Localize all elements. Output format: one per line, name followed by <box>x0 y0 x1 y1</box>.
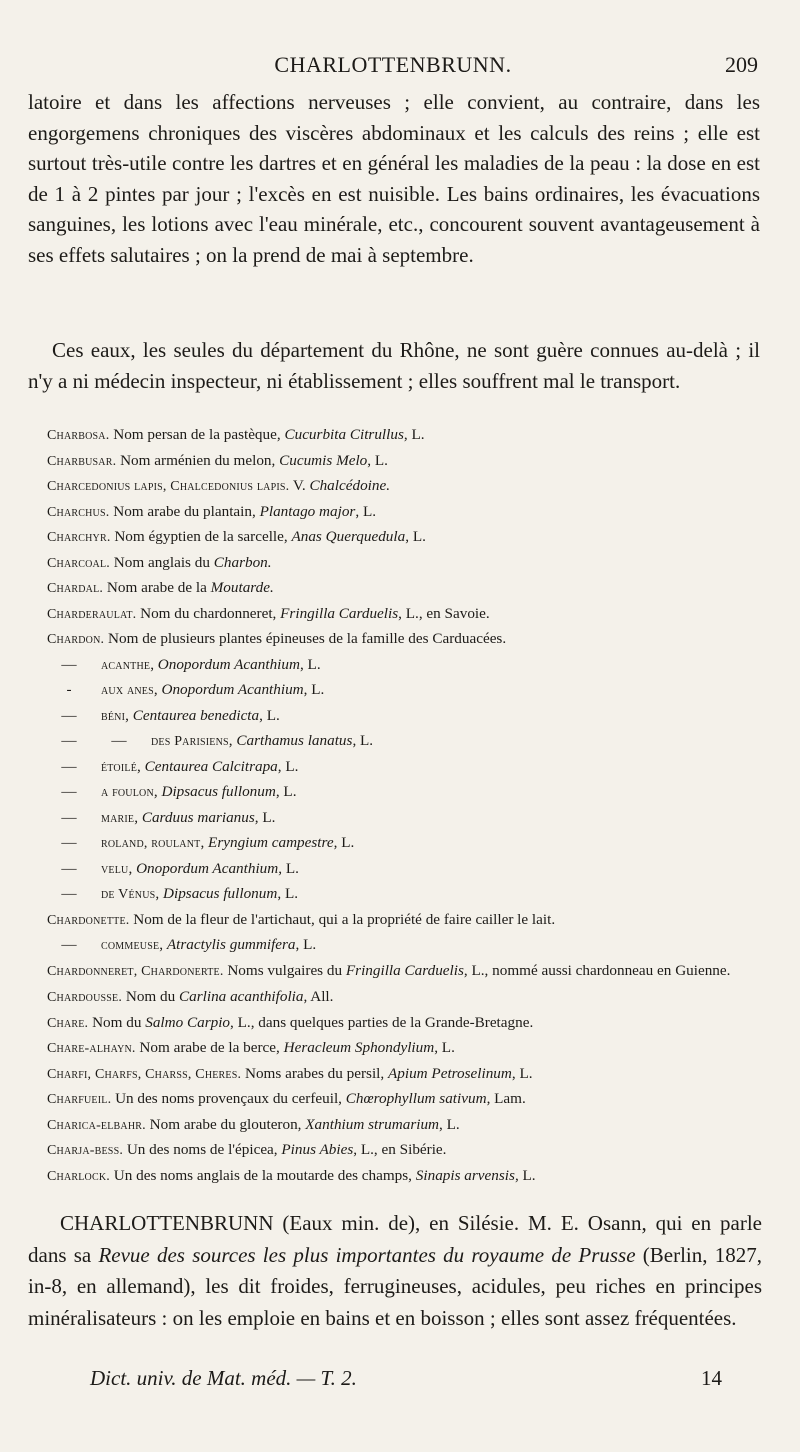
sub-entry-dash: - <box>66 681 72 698</box>
sub-entry-row <box>47 652 762 678</box>
entry-row <box>47 984 762 1010</box>
sub-entry-authority: , L. <box>278 859 299 877</box>
entry-latin-name: Fringilla Carduelis <box>345 961 464 979</box>
entry-charlottenbrunn-lead: CHARLOTTENBRUNN (Eaux min. de), en Silésie. M. E. Osann, qui en parle dans sa <box>28 1211 762 1267</box>
sub-entry-dash: — <box>61 706 77 724</box>
entry-text: Nom arabe du plantain, <box>109 502 260 520</box>
entry-text: Nom de plusieurs plantes épineuses de la famille des Carduacées. <box>104 630 507 647</box>
entry-headword: Charchus. <box>47 504 110 520</box>
entry-headword: Charderaulat. <box>47 606 137 622</box>
entry-authority: , L. <box>405 528 426 545</box>
sub-entry-dash: — <box>61 655 77 673</box>
entry-row <box>47 907 762 933</box>
entry-text: Nom arabe du glouteron, <box>145 1115 306 1133</box>
entry-row <box>47 473 762 499</box>
entry-text: Nom de la fleur de l'artichaut, qui a la propriété de faire cailler le lait. <box>129 910 556 928</box>
footer-title: Dict. univ. de Mat. méd. — T. 2. <box>90 1366 357 1390</box>
entry-headword: Charfi, Charfs, Charss, Cheres. <box>47 1066 242 1082</box>
sub-entry-latin-name: Dipsacus fullonum <box>163 885 278 902</box>
entry-row <box>47 499 762 525</box>
entry-text: Nom arménien du melon, <box>116 451 280 469</box>
sub-entry-text: , <box>200 834 209 851</box>
entry-headword: Charchyr. <box>47 530 111 545</box>
entry-latin-name: Pinus Abies <box>281 1141 354 1158</box>
sub-entry-authority: , L. <box>303 681 325 698</box>
entry-charlottenbrunn-rest: (Berlin, 1827, in-8, en allemand), les dit froides, ferrugineuses, acidules, peu riches en principes minéralisateurs : on les emploie en bains et en boisson ; elles sont assez fréquentées. <box>28 1242 762 1330</box>
entry-latin-name: Heracleum Sphondylium <box>283 1039 435 1056</box>
entry-latin-name: Moutarde. <box>210 579 274 596</box>
entry-text: Nom arabe de la <box>103 579 211 596</box>
entry-headword: Chardal. <box>47 581 104 596</box>
entry-text: Noms vulgaires du <box>223 961 346 979</box>
sub-entry-row <box>47 881 762 907</box>
sub-entry-row <box>47 830 762 856</box>
sub-entry-label: béni <box>101 708 126 724</box>
sub-entry-dash: — <box>61 808 77 826</box>
entry-authority: , L., dans quelques parties de la Grande-Bretagne. <box>230 1013 534 1031</box>
sub-entry-dash: — <box>61 834 77 851</box>
entry-latin-name: Anas Querquedula <box>291 528 406 545</box>
sub-entry-text: , <box>155 885 163 902</box>
sub-entry-latin-name: Carthamus lanatus <box>236 732 353 749</box>
entry-row <box>47 1137 762 1163</box>
sub-entry-text: , <box>134 808 142 826</box>
entry-headword: Chare-alhayn. <box>47 1041 136 1056</box>
entry-charlottenbrunn-title: Revue des sources les plus importantes du royaume de Prusse <box>98 1242 636 1267</box>
entry-row <box>47 601 762 627</box>
sub-entry-row <box>47 728 762 754</box>
entry-text: Nom persan de la pastèque, <box>109 426 285 443</box>
sub-entry-text: , <box>153 681 162 698</box>
entry-headword: Chare. <box>47 1015 89 1031</box>
entry-latin-name: Carlina acanthifolia <box>179 988 304 1005</box>
entry-row <box>47 958 762 985</box>
sub-entry-dash: — <box>61 859 77 877</box>
sub-entry-latin-name: Centaurea benedicta <box>132 706 260 724</box>
entry-headword: Charlock. <box>47 1168 110 1184</box>
sub-entry-label: des Parisiens <box>151 734 229 749</box>
entry-latin-name: Charbon. <box>213 553 272 571</box>
entry-row <box>47 1010 762 1036</box>
entry-row <box>47 1035 762 1061</box>
sub-entry-text: , <box>128 859 137 877</box>
entry-authority: , L., nommé aussi chardonneau en Guienne. <box>463 961 731 979</box>
sub-entry-text: , <box>150 655 158 673</box>
entry-list <box>47 422 762 1188</box>
sub-entry-label: a foulon <box>101 785 154 800</box>
sub-entry-text: , <box>137 757 145 775</box>
sub-entry-dash: — <box>111 732 127 749</box>
sub-entry-row <box>47 754 762 780</box>
entry-latin-name: Chœrophyllum sativum <box>345 1090 487 1107</box>
sub-entry-row <box>47 856 762 882</box>
sub-entry-dash: — <box>61 885 77 902</box>
sub-entry-latin-name: Atractylis gummifera <box>166 936 296 953</box>
sub-entry-authority: , L. <box>333 834 355 851</box>
sub-entry-authority: , L. <box>254 808 276 826</box>
entry-authority: , L. <box>403 426 425 443</box>
sub-entry-label: velu <box>101 861 129 877</box>
entry-latin-name: Cucurbita Citrullus <box>284 426 404 443</box>
entry-row <box>47 626 762 652</box>
entry-row <box>47 524 762 550</box>
sub-entry-dash: — <box>61 757 77 775</box>
running-head: CHARLOTTENBRUNN. <box>274 52 512 77</box>
entry-headword: Charja-bess. <box>47 1143 124 1158</box>
entry-row <box>47 1086 762 1112</box>
sub-entry-text: , <box>228 732 237 749</box>
sub-entry-label: étoilé <box>101 759 138 775</box>
sub-entry-text: , <box>125 706 133 724</box>
sub-entry-label: roland, roulant <box>101 836 201 851</box>
entry-charlottenbrunn <box>28 1208 762 1334</box>
sub-entry-row <box>47 932 762 958</box>
entry-authority: , All. <box>303 988 334 1005</box>
entry-headword: Charfueil. <box>47 1092 112 1107</box>
entry-text: V. <box>289 477 310 494</box>
sub-entry-latin-name: Onopordum Acanthium <box>161 681 304 698</box>
entry-row <box>47 1163 762 1189</box>
entry-latin-name: Apium Petroselinum <box>387 1064 512 1082</box>
entry-text: Nom du <box>88 1013 146 1031</box>
sub-entry-row <box>47 805 762 831</box>
entry-headword: Chardon. <box>47 632 105 647</box>
entry-text: Un des noms provençaux du cerfeuil, <box>111 1090 346 1107</box>
sub-entry-authority: , L. <box>259 706 280 724</box>
page-header <box>28 52 758 82</box>
entry-headword: Chardonette. <box>47 912 130 928</box>
sub-entry-authority: , L. <box>352 732 374 749</box>
entry-latin-name: Sinapis arvensis <box>415 1166 515 1184</box>
entry-headword: Charbosa. <box>47 428 110 443</box>
sub-entry-latin-name: Dipsacus fullonum <box>161 783 276 800</box>
sub-entry-text: , <box>159 936 167 953</box>
entry-authority: , L., en Sibérie. <box>353 1141 447 1158</box>
entry-headword: Charcedonius lapis, Chalcedonius lapis. <box>47 479 290 494</box>
sub-entry-label: commeuse <box>101 938 160 953</box>
entry-authority: , Lam. <box>486 1090 526 1107</box>
sub-entry-dash: — <box>61 783 77 800</box>
entry-text: Nom arabe de la berce, <box>135 1039 284 1056</box>
page-footer <box>90 1366 722 1396</box>
sub-entry-latin-name: Onopordum Acanthium <box>136 859 279 877</box>
entry-row <box>47 422 762 448</box>
sub-entry-authority: , L. <box>295 936 317 953</box>
sub-entry-authority: , L. <box>299 655 321 673</box>
entry-headword: Charica-elbahr. <box>47 1117 146 1133</box>
entry-latin-name: Fringilla Carduelis <box>280 604 399 622</box>
entry-authority: , L. <box>355 502 377 520</box>
page-number: 209 <box>725 52 758 77</box>
entry-authority: , L. <box>439 1115 460 1133</box>
sub-entry-label: acanthe <box>101 657 151 673</box>
entry-row <box>47 550 762 576</box>
entry-text: Nom du chardonneret, <box>136 604 281 622</box>
entry-headword: Chardousse. <box>47 990 123 1005</box>
entry-latin-name: Salmo Carpio <box>145 1013 231 1031</box>
entry-text: Noms arabes du persil, <box>241 1064 388 1082</box>
entry-latin-name: Plantago major <box>259 502 356 520</box>
entry-authority: , L. <box>367 451 388 469</box>
entry-authority: , L. <box>514 1166 536 1184</box>
sub-entry-authority: , L. <box>277 885 299 902</box>
sub-entry-label: de Vénus <box>101 887 156 902</box>
sub-entry-text: , <box>153 783 162 800</box>
entry-headword: Charbusar. <box>47 453 117 469</box>
sub-entry-authority: , L. <box>277 757 299 775</box>
entry-latin-name: Xanthium strumarium <box>305 1115 440 1133</box>
entry-text: Nom du <box>122 988 180 1005</box>
entry-row <box>47 1061 762 1087</box>
paragraph-continuation: latoire et dans les affections nerveuses ; elle convient, au contraire, dans les engorgemens chroniques des viscères abdominaux et les calculs des reins ; elle est surtout très-utile contre les dartres et en général les maladies de la peau : la dose en est de 1 à 2 pintes par jour ; l'excès en est nuisible. Les bains ordinaires, les évacuations sanguines, les lotions avec l'eau minérale, etc., concourent souvent avantageusement à ses effets salutaires ; on la prend de mai à septembre. <box>28 90 760 267</box>
sub-entry-latin-name: Carduus marianus <box>141 808 255 826</box>
entry-text: Nom égyptien de la sarcelle, <box>110 528 292 545</box>
entry-latin-name: Cucumis Melo <box>279 451 368 469</box>
entry-headword: Chardonneret, Chardonerte. <box>47 963 224 979</box>
entry-row <box>47 1112 762 1138</box>
sub-entry-row <box>47 703 762 729</box>
sub-entry-latin-name: Onopordum Acanthium <box>157 655 300 673</box>
sub-entry-latin-name: Eryngium campestre <box>208 834 334 851</box>
entry-text: Nom anglais du <box>109 553 214 571</box>
entry-text: Un des noms de l'épicea, <box>123 1141 282 1158</box>
paragraph-rhone: Ces eaux, les seules du département du Rhône, ne sont guère connues au-delà ; il n'y a ni médecin inspecteur, ni établissement ; elles souffrent mal le transport. <box>28 338 760 393</box>
sub-entry-dash: — <box>61 732 77 749</box>
sub-entry-latin-name: Centaurea Calcitrapa <box>144 757 278 775</box>
entry-text: Un des noms anglais de la moutarde des champs, <box>109 1166 416 1184</box>
entry-headword: Charcoal. <box>47 555 110 571</box>
sub-entry-authority: , L. <box>275 783 297 800</box>
entry-latin-name: Chalcédoine. <box>309 477 391 494</box>
entry-authority: , L., en Savoie. <box>398 604 490 622</box>
sub-entry-label: aux anes <box>101 683 154 698</box>
entry-authority: , L. <box>434 1039 455 1056</box>
sub-entry-dash: — <box>61 936 77 953</box>
sub-entry-row <box>47 677 762 703</box>
entry-authority: , L. <box>511 1064 533 1082</box>
sub-entry-label: marie <box>101 810 135 826</box>
signature-mark: 14 <box>701 1366 722 1390</box>
sub-entry-row <box>47 779 762 805</box>
entry-row <box>47 448 762 474</box>
entry-row <box>47 575 762 601</box>
